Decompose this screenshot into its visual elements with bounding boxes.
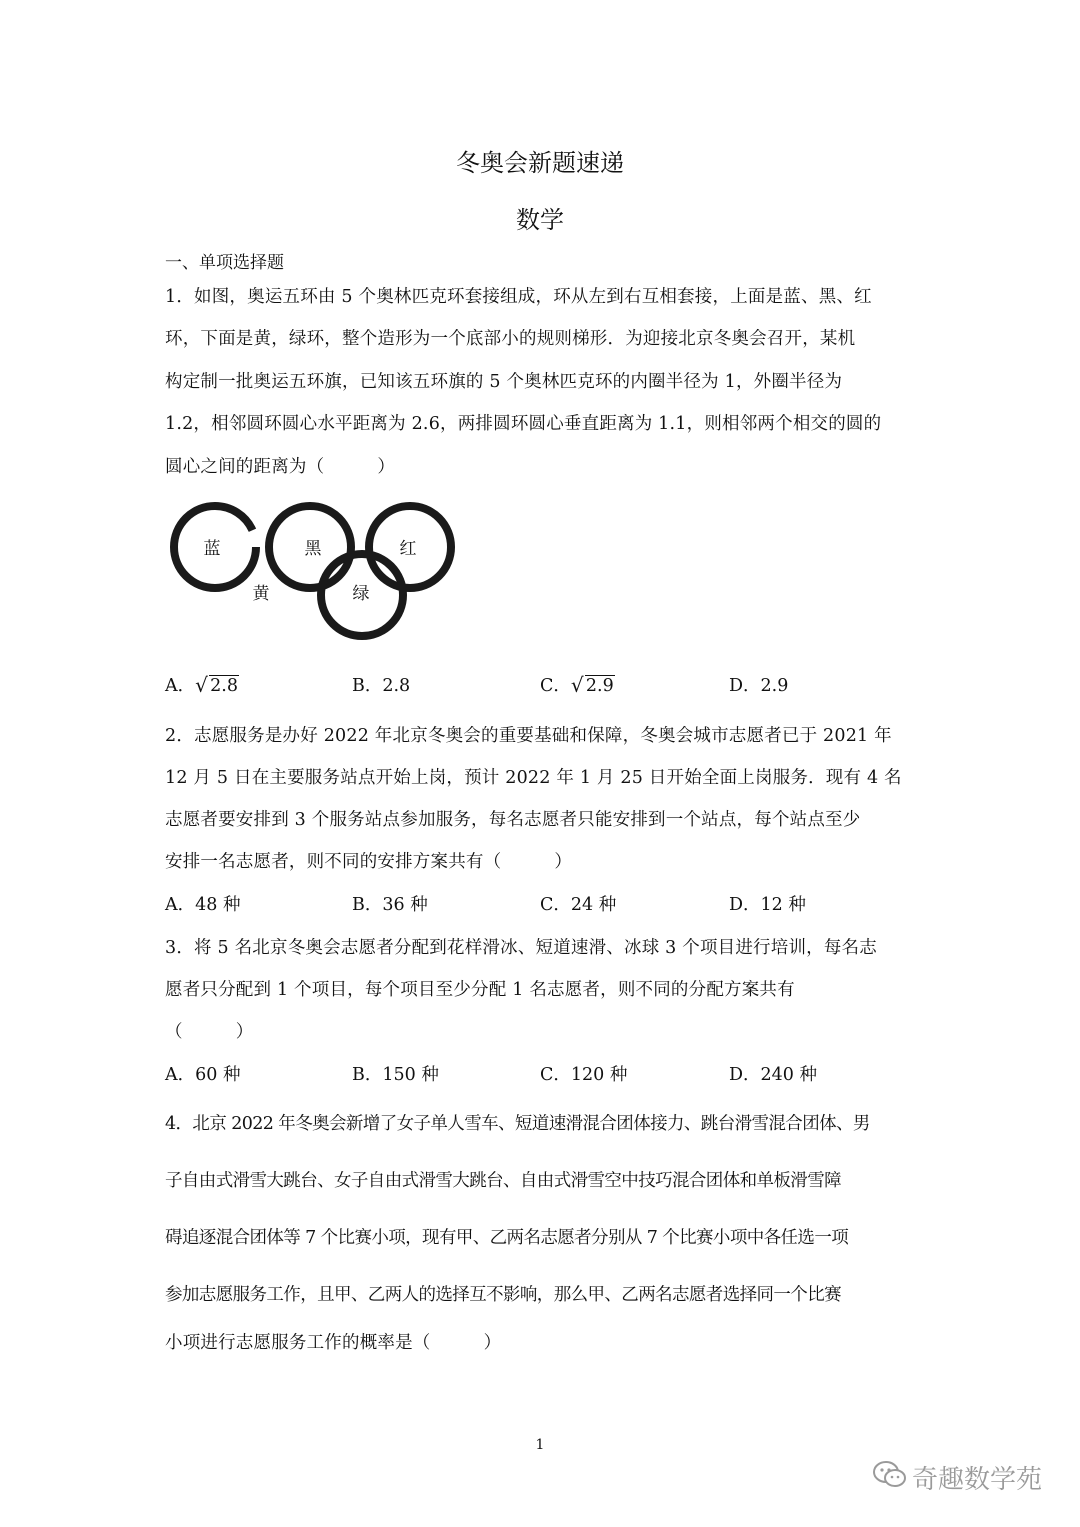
option-a: A．60 种 <box>165 1065 241 1085</box>
question-1-line: 构定制一批奥运五环旗，已知该五环旗的 5 个奥林匹克环的内圈半径为 1，外圈半径为 <box>165 372 843 392</box>
option-c-letter: C． <box>540 676 571 696</box>
question-4-line: 子自由式滑雪大跳台、女子自由式滑雪大跳台、自由式滑雪空中技巧混合团体和单板滑雪障 <box>165 1171 841 1191</box>
option-c: C．120 种 <box>540 1065 628 1085</box>
option-d: D．12 种 <box>729 895 806 915</box>
wechat-icon <box>872 1460 908 1490</box>
question-4-line: 参加志愿服务工作，且甲、乙两人的选择互不影响，那么甲、乙两名志愿者选择同一个比赛 <box>165 1285 841 1305</box>
sqrt-radicand: 2.9 <box>585 676 614 696</box>
question-1-line: 环，下面是黄，绿环，整个造形为一个底部小的规则梯形．为迎接北京冬奥会召开，某机 <box>165 329 856 349</box>
question-3-line: 愿者只分配到 1 个项目，每个项目至少分配 1 名志愿者，则不同的分配方案共有 <box>165 980 795 1000</box>
question-1-line: 1.2，相邻圆环圆心水平距离为 2.6，两排圆环圆心垂直距离为 1.1，则相邻两个相交的圆的 <box>165 414 882 434</box>
question-1-line: 1．如图，奥运五环由 5 个奥林匹克环套接组成，环从左到右互相套接，上面是蓝、黑、红 <box>165 287 872 307</box>
sqrt-sign: √ <box>195 673 208 697</box>
question-2-line: 12 月 5 日在主要服务站点开始上岗，预计 2022 年 1 月 25 日开始全面上岗服务．现有 4 名 <box>165 768 902 788</box>
question-1-line: 圆心之间的距离为（ ） <box>165 457 396 477</box>
question-4-line: 4．北京 2022 年冬奥会新增了女子单人雪车、短道速滑混合团体接力、跳台滑雪混合团体、男 <box>165 1114 870 1134</box>
option-b: B．150 种 <box>352 1065 439 1085</box>
ring-label-blue: 蓝 <box>203 539 221 559</box>
question-4-line: 碍追逐混合团体等 7 个比赛小项，现有甲、乙两名志愿者分别从 7 个比赛小项中各任选一项 <box>165 1228 849 1248</box>
sqrt-radicand: 2.8 <box>210 676 238 696</box>
ring-label-yellow: 黄 <box>252 584 270 604</box>
olympic-rings-figure <box>165 497 465 642</box>
option-d: D．2.9 <box>729 676 789 696</box>
question-3-line: 3．将 5 名北京冬奥会志愿者分配到花样滑冰、短道速滑、冰球 3 个项目进行培训，每名志 <box>165 938 877 958</box>
sqrt-expression <box>195 673 239 697</box>
ring-label-red: 红 <box>399 539 417 559</box>
sqrt-sign: √ <box>570 673 584 697</box>
page-number: 1 <box>535 1437 545 1453</box>
option-a <box>165 672 239 697</box>
watermark-text: 奇趣数学苑 <box>912 1465 1043 1495</box>
page-title: 冬奥会新题速递 <box>456 149 624 177</box>
question-2-line: 志愿者要安排到 3 个服务站点参加服务，每名志愿者只能安排到一个站点，每个站点至少 <box>165 810 861 830</box>
question-2-line: 安排一名志愿者，则不同的安排方案共有（ ） <box>165 852 573 872</box>
ring-label-green: 绿 <box>352 584 370 604</box>
question-2-line: 2．志愿服务是办好 2022 年北京冬奥会的重要基础和保障，冬奥会城市志愿者已于 2021 年 <box>165 726 892 746</box>
section-heading: 一、单项选择题 <box>165 253 284 273</box>
question-4-line: 小项进行志愿服务工作的概率是（ ） <box>165 1333 502 1353</box>
option-a-letter: A． <box>165 676 196 696</box>
option-b: B．36 种 <box>352 895 428 915</box>
option-a: A．48 种 <box>165 895 241 915</box>
page-subtitle: 数学 <box>516 206 564 234</box>
question-3-line: （ ） <box>165 1022 254 1042</box>
option-b: B．2.8 <box>352 676 411 696</box>
sqrt-expression <box>570 673 615 697</box>
ring-label-black: 黑 <box>304 539 322 559</box>
option-d: D．240 种 <box>729 1065 817 1085</box>
option-c: C．24 种 <box>540 895 617 915</box>
option-c <box>540 672 615 697</box>
